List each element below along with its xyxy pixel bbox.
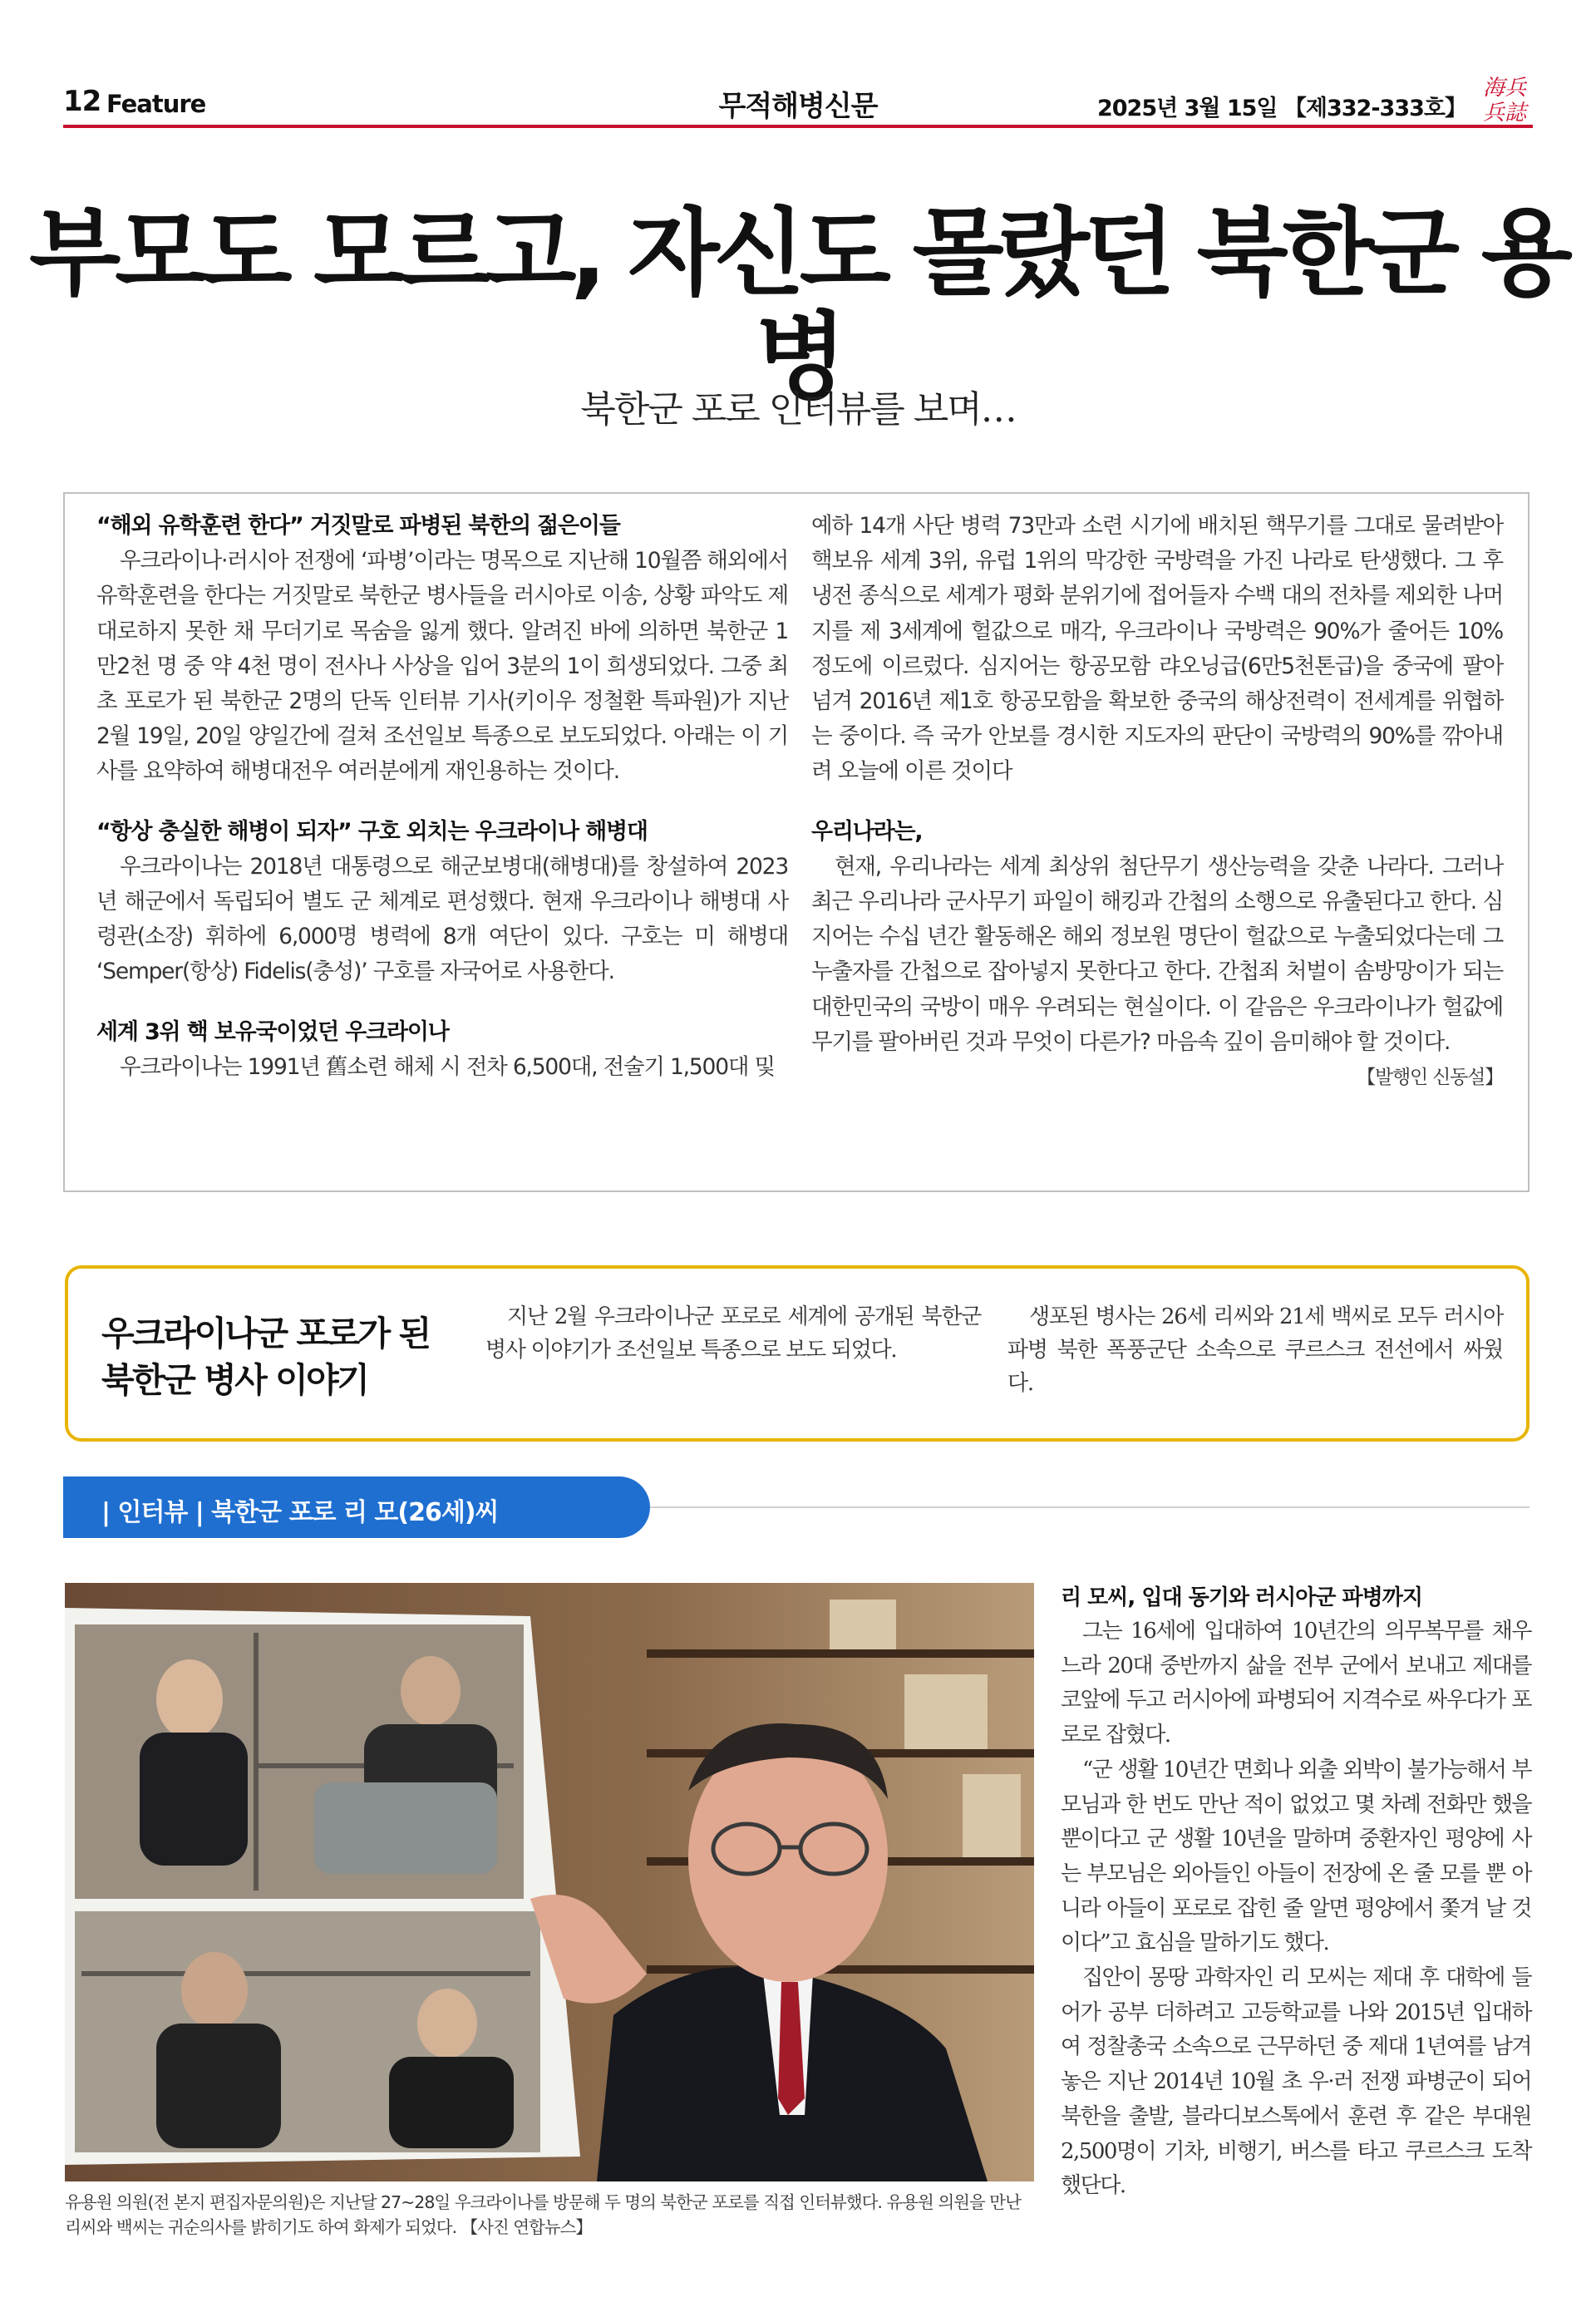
editorial-box bbox=[63, 492, 1530, 1192]
article-heading: 리 모씨, 입대 동기와 러시아군 파병까지 bbox=[1061, 1585, 1422, 1610]
photo-caption: 유용원 의원(전 본지 편집자문의원)은 지난달 27~28일 우크라이나를 방문해 두 명의 북한군 포로를 직접 인터뷰했다. 유용원 의원을 만난 리씨와 백씨는 귀순의사를 밝히기도 하여 화제가 되었다. 【사진 연합뉴스】 bbox=[65, 2192, 1021, 2237]
header-rule bbox=[63, 125, 1533, 128]
svg-text:兵: 兵 bbox=[1505, 76, 1527, 101]
editorial-paragraph: 우크라이나·러시아 전쟁에 ‘파병’이라는 명목으로 지난해 10월쯤 해외에서 유학훈련을 한다는 거짓말로 북한군 병사들을 러시아로 이송, 상황 파악도 제대로하지 못한 채 무더기로 목숨을 잃게 했다. 알려진 바에 의하면 북한군 1만2천 명 중 약 4천 명이 전사나 사상을 입어 3분의 1이 희생되었다. 그중 최초 포로가 된 북한군 2명의 단독 인터뷰 기사(키이우 정철환 특파원)가 지난 2월 19일, 20일 양일간에 걸쳐 조선일보 특종으로 보도되었다. 아래는 이 기사를 요약하여 해병대전우 여러분에게 재인용하는 것이다. bbox=[96, 548, 788, 785]
section-label: Feature bbox=[106, 90, 206, 118]
banner-divider bbox=[650, 1506, 1530, 1508]
headline: 부모도 모르고, 자신도 몰랐던 북한군 용병 bbox=[29, 198, 1567, 413]
callout-title-line: 우크라이나군 포로가 된 bbox=[101, 1314, 430, 1353]
article-paragraph: 집안이 몽땅 과학자인 리 모씨는 제대 후 대학에 들어가 공부 더하려고 고등학교를 나와 2015년 입대하여 정찰총국 소속으로 근무하던 중 제대 1년여를 남겨놓은 지난 2014년 10월 초 우·러 전쟁 파병군이 되어 북한을 출발, 블라디보스톡에서 훈련 후 같은 부대원 2,500명이 기차, 비행기, 버스를 타고 쿠르스크 도착했단다. bbox=[1061, 1965, 1531, 2199]
callout-text bbox=[1007, 1300, 1503, 1400]
editorial-paragraph: 우크라이나는 2018년 대통령으로 해군보병대(해병대)를 창설하여 2023년 해군에서 독립되어 별도 군 체계로 편성했다. 현재 우크라이나 해병대 사령관(소장) 휘하에 6,000명 병력에 8개 여단이 있다. 구호는 미 해병대 ‘Semper(항상) Fidelis(충성)’ 구호를 자국어로 사용한다. bbox=[96, 853, 788, 985]
newspaper-seal-logo bbox=[1480, 71, 1533, 125]
story-callout bbox=[65, 1265, 1530, 1442]
editorial-paragraph: 우크라이나는 1991년 舊소련 해체 시 전차 6,500대, 전술기 1,500대 및 bbox=[120, 1053, 775, 1080]
interview-photo bbox=[65, 1583, 1034, 2181]
callout-text bbox=[485, 1300, 981, 1367]
callout-text-body: 생포된 병사는 26세 리씨와 21세 백씨로 모두 러시아 파병 북한 폭풍군단 소속으로 쿠르스크 전선에서 싸웠다. bbox=[1007, 1304, 1503, 1396]
interview-banner bbox=[63, 1476, 650, 1538]
svg-text:兵: 兵 bbox=[1483, 101, 1505, 125]
interview-article bbox=[1061, 1581, 1531, 2204]
editorial-paragraph: 예하 14개 사단 병력 73만과 소련 시기에 배치된 핵무기를 그대로 물려받아 핵보유 세계 3위, 유럽 1위의 막강한 국방력을 가진 나라로 탄생했다. 그 후 냉전 종식으로 세계가 평화 분위기에 접어들자 수백 대의 전차를 제외한 나머지를 제 3세계에 헐값으로 매각, 우크라이나 국방력은 90%가 줄어든 10%정도에 이르렀다. 심지어는 항공모함 랴오닝급(6만5천톤급)을 중국에 팔아넘겨 2016년 제1호 항공모함을 확보한 중국의 해상전력이 전세계를 위협하는 중이다. 즉 국가 안보를 경시한 지도자의 판단이 국방력의 90%를 깎아내려 오늘에 이른 것이다 bbox=[811, 513, 1503, 785]
editorial-signature: 【발행인 신동설】 bbox=[1357, 1067, 1503, 1089]
article-paragraph: “군 생활 10년간 면회나 외출 외박이 불가능해서 부모님과 한 번도 만난 적이 없었고 몇 차례 전화만 했을 뿐이다고 군 생활 10년을 말하며 중환자인 평양에 사는 부모님은 외아들인 아들이 전장에 온 줄 모를 뿐 아니라 아들이 포로로 잡힌 줄 알면 평양에서 쫓겨 날 것이다”고 효심을 말하기도 했다. bbox=[1061, 1757, 1531, 1956]
page-number: 12 bbox=[63, 85, 101, 118]
editorial-left-column bbox=[96, 509, 788, 1085]
editorial-heading: “항상 충실한 해병이 되자” 구호 외치는 우크라이나 해병대 bbox=[96, 818, 648, 845]
editorial-right-column bbox=[811, 509, 1503, 1095]
issue-date: 2025년 3월 15일 【제332-333호】 bbox=[1096, 96, 1466, 121]
newspaper-name: 무적해병신문 bbox=[718, 90, 878, 123]
editorial-paragraph: 현재, 우리나라는 세계 최상위 첨단무기 생산능력을 갖춘 나라다. 그러나 최근 우리나라 군사무기 파일이 해킹과 간첩의 소행으로 유출된다고 한다. 심지어는 수십 년간 활동해온 해외 정보원 명단이 헐값으로 누출되었다는데 그 누출자를 간첩으로 잡아넣지 못한다고 한다. 간첩죄 처벌이 솜방망이가 되는 대한민국의 국방이 매우 우려되는 현실이다. 이 같음은 우크라이나가 헐값에 무기를 팔아버린 것과 무엇이 다른가? 마음속 깊이 음미해야 할 것이다. bbox=[811, 853, 1503, 1055]
editorial-heading: 우리나라는, bbox=[811, 818, 923, 845]
editorial-heading: “해외 유학훈련 한다” 거짓말로 파병된 북한의 젊은이들 bbox=[96, 513, 620, 539]
subheadline: 북한군 포로 인터뷰를 보며… bbox=[580, 388, 1016, 431]
callout-title bbox=[101, 1310, 430, 1403]
svg-text:海: 海 bbox=[1483, 76, 1505, 101]
callout-text-body: 지난 2월 우크라이나군 포로로 세계에 공개된 북한군 병사 이야기가 조선일보 특종으로 보도 되었다. bbox=[485, 1304, 981, 1363]
callout-title-line: 북한군 병사 이야기 bbox=[101, 1360, 368, 1400]
editorial-heading: 세계 3위 핵 보유국이었던 우크라이나 bbox=[96, 1018, 449, 1045]
interview-banner-label: | 인터뷰 | 북한군 포로 리 모(26세)씨 bbox=[101, 1498, 499, 1527]
svg-text:誌: 誌 bbox=[1505, 101, 1527, 125]
photo-board bbox=[65, 1608, 580, 2165]
article-paragraph: 그는 16세에 입대하여 10년간의 의무복무를 채우느라 20대 중반까지 삶을 전부 군에서 보내고 제대를 코앞에 두고 러시아에 파병되어 지격수로 싸우다가 포로로 잡혔다. bbox=[1061, 1619, 1531, 1748]
